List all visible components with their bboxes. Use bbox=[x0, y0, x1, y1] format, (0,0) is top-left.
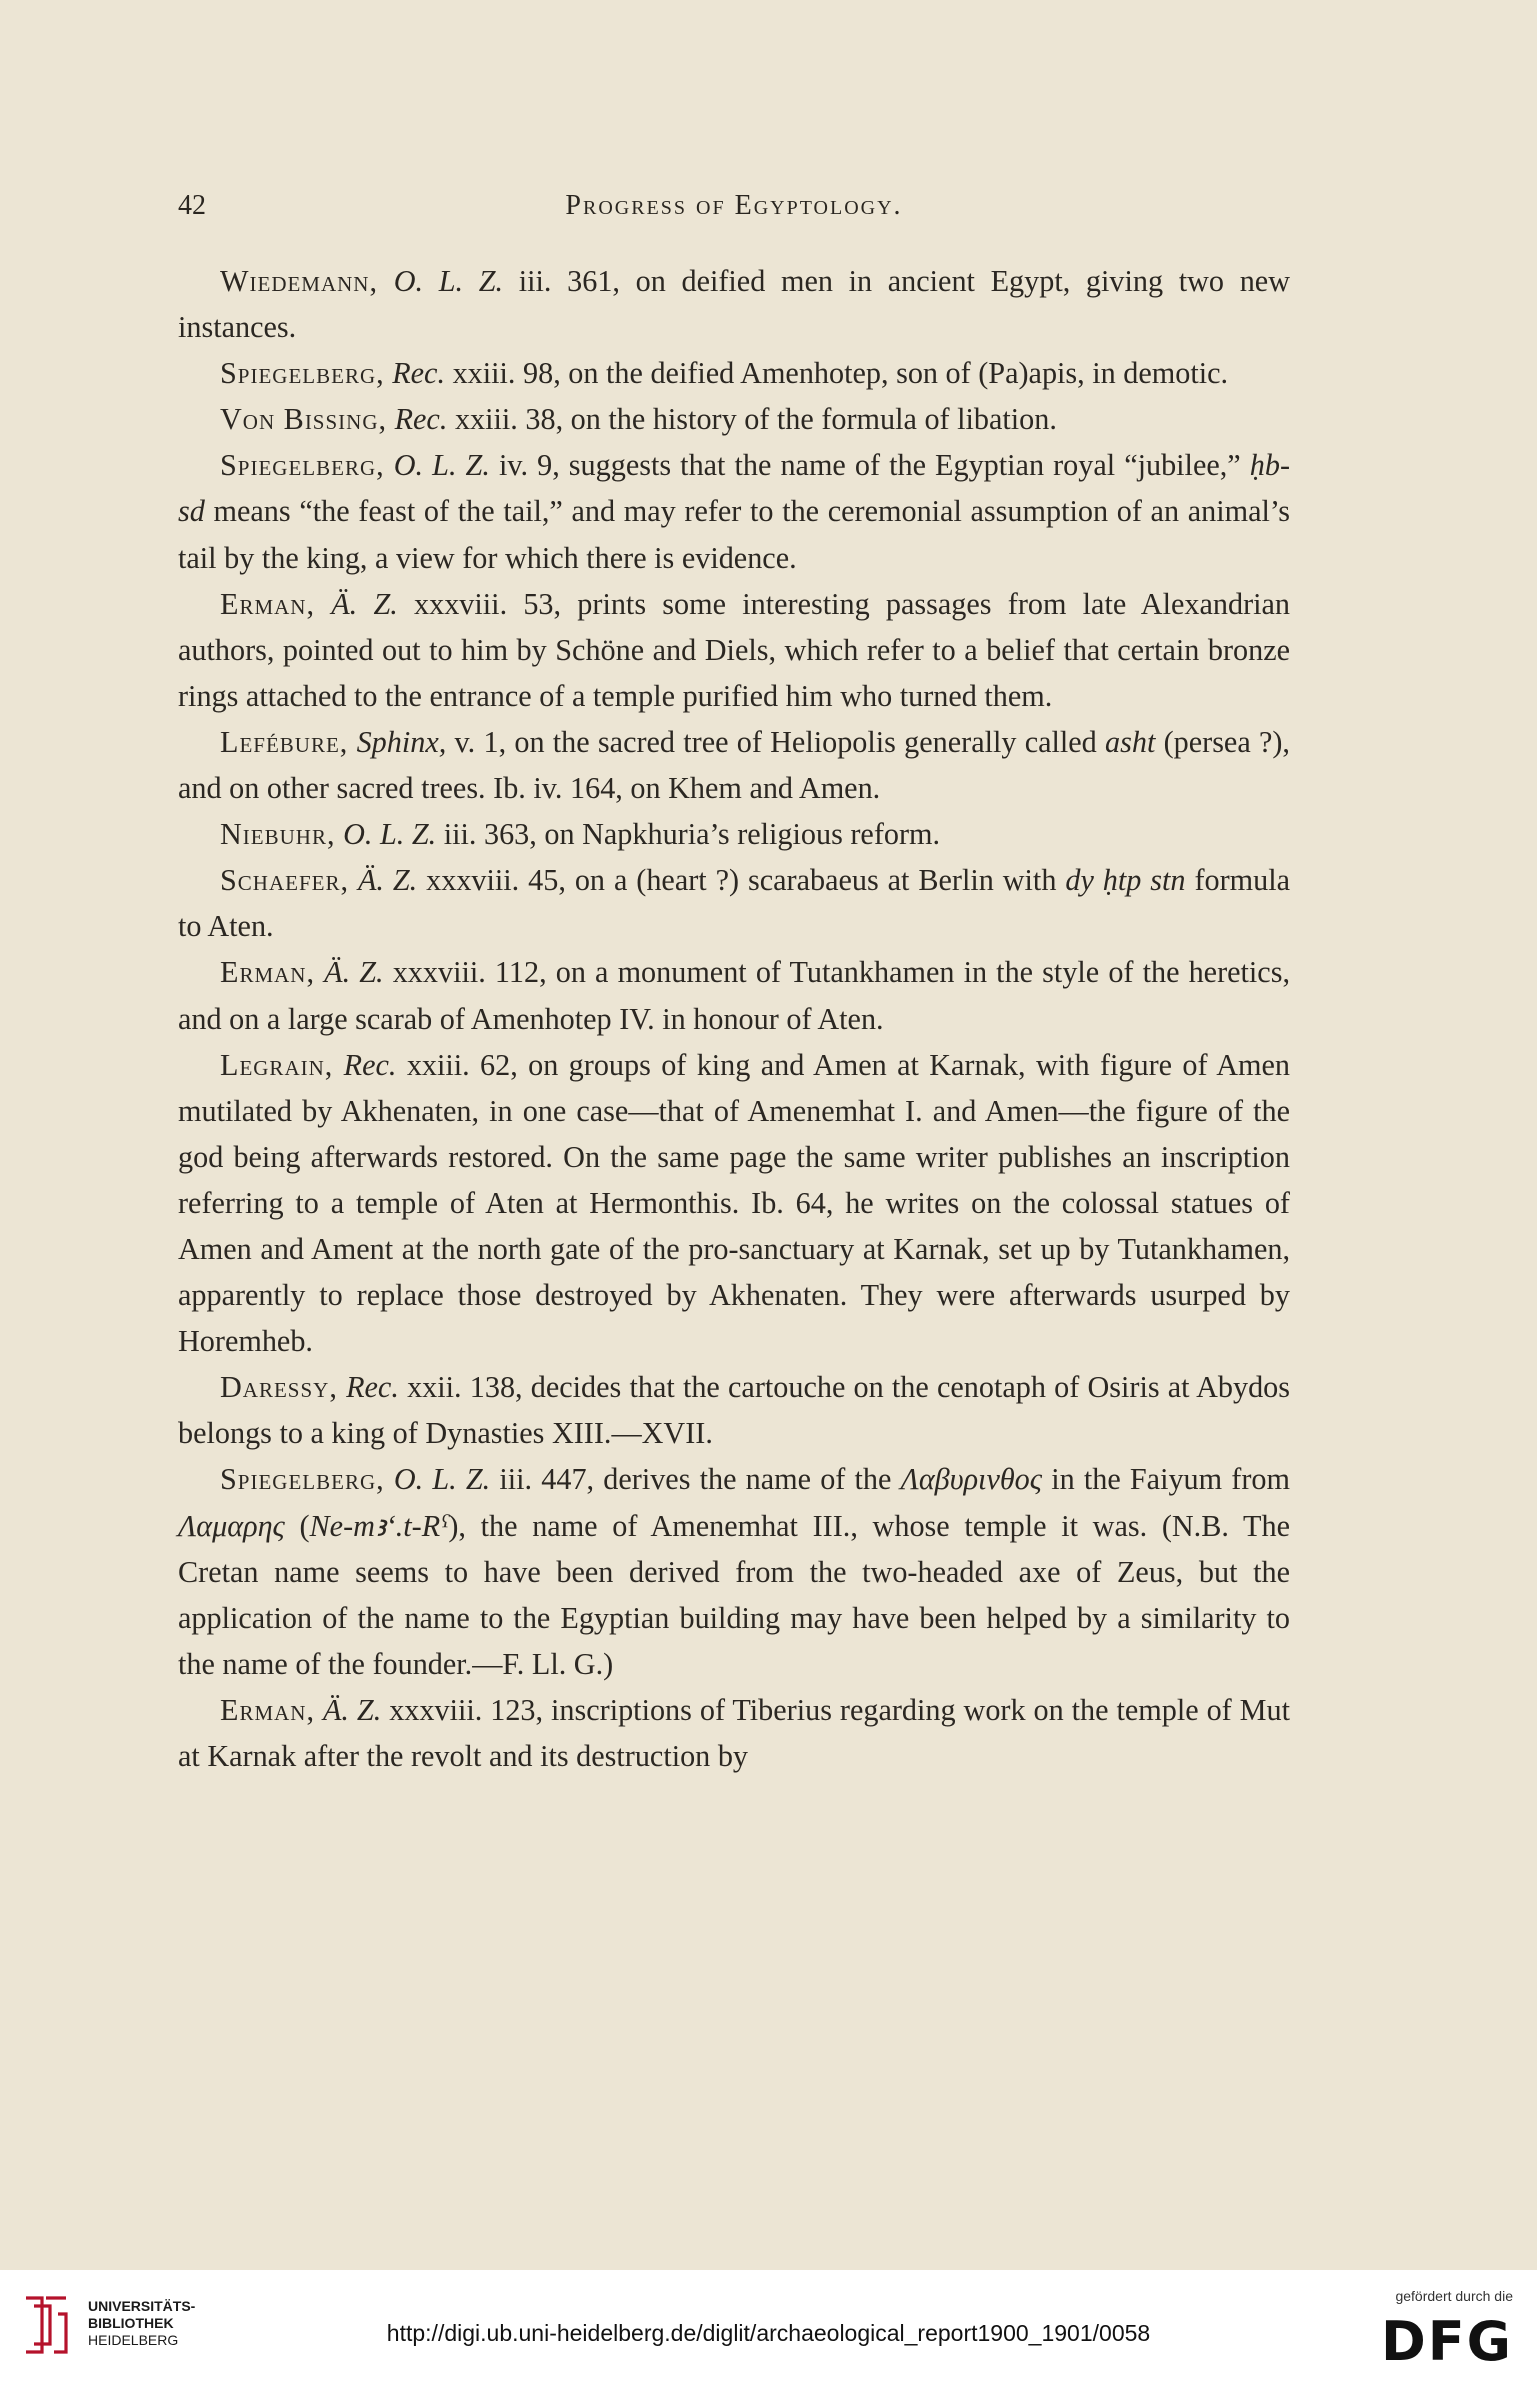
entry-text: v. 1, on the sacred tree of Heliopolis generally called bbox=[446, 724, 1106, 759]
entry-author: Niebuhr, bbox=[220, 817, 336, 852]
entry-text: (persea ?), and on other sacred trees. Ib. iv. 164, on Khem and Amen. bbox=[178, 724, 1290, 806]
bibliography-entry bbox=[178, 442, 1290, 580]
bibliography-entry bbox=[178, 857, 1290, 949]
entry-author: Spiegelberg, bbox=[220, 448, 385, 483]
entry-text: xxxviii. 123, inscriptions of Tiberius regarding work on the temple of Mut at Karnak after the revolt and its destruction by bbox=[178, 1692, 1291, 1773]
entry-citation: O. L. Z. bbox=[393, 264, 504, 298]
entry-author: Schaefer, bbox=[220, 863, 350, 898]
entry-citation: ḥb-sd bbox=[178, 448, 1290, 529]
sponsor-caption: gefördert durch die bbox=[1395, 2288, 1513, 2304]
entry-author: Lefébure, bbox=[220, 724, 349, 759]
entry-text bbox=[385, 1462, 394, 1496]
entry-citation: Ä. Z. bbox=[331, 586, 398, 621]
entry-text: iii. 447, derives the name of the bbox=[490, 1462, 901, 1497]
entry-text: means “the feast of the tail,” and may refer to the ceremonial assumption of an animal’s tail by the king, a view for which there is evidence. bbox=[178, 494, 1290, 575]
bibliography-entry bbox=[178, 396, 1290, 442]
bibliography-entry bbox=[178, 1364, 1290, 1456]
library-name-line: HEIDELBERG bbox=[88, 2332, 179, 2348]
library-name-line: UNIVERSITÄTS- bbox=[88, 2298, 196, 2314]
entry-citation: Sphinx, bbox=[356, 724, 447, 759]
permalink-url[interactable]: http://digi.ub.uni-heidelberg.de/diglit/archaeological_report1900_1901/0058 bbox=[386, 2320, 1151, 2346]
entry-author: Erman, bbox=[220, 1692, 315, 1727]
entry-citation: Rec. bbox=[343, 1047, 397, 1082]
library-name-line: BIBLIOTHEK bbox=[88, 2315, 174, 2331]
footer-bar bbox=[0, 2270, 1537, 2385]
entry-author: Erman, bbox=[220, 955, 315, 990]
entry-text: iii. 361, on deified men in ancient Egypt, giving two new instances. bbox=[178, 264, 1290, 345]
entry-text: ( bbox=[284, 1508, 310, 1543]
entry-text bbox=[378, 264, 394, 298]
entry-citation: Λαμαρης bbox=[178, 1508, 285, 1543]
entry-text: xxiii. 38, on the history of the formula of libation. bbox=[447, 402, 1057, 437]
entry-text: xxxviii. 53, prints some interesting passages from late Alexandrian authors, pointed out to him by Schöne and Diels, which refer to a belief that certain bronze rings attached to the entrance of a temple purified him who turned them. bbox=[178, 586, 1291, 713]
entry-citation: asht bbox=[1105, 724, 1156, 759]
entry-text: xxiii. 98, on the deified Amenhotep, son of (Pa)apis, in demotic. bbox=[445, 356, 1229, 391]
page-number: 42 bbox=[178, 190, 206, 221]
entry-text bbox=[385, 448, 394, 482]
entry-text bbox=[315, 587, 331, 621]
entry-author: Legrain, bbox=[220, 1047, 334, 1082]
entry-text bbox=[387, 402, 395, 436]
entry-author: Spiegelberg, bbox=[220, 356, 385, 391]
entry-citation: Rec. bbox=[394, 402, 448, 437]
entry-citation: Rec. bbox=[346, 1370, 399, 1405]
running-title: Progress of Egyptology. bbox=[565, 190, 903, 221]
bibliography-entry bbox=[178, 949, 1290, 1041]
page-header bbox=[178, 190, 1290, 234]
entry-author: Erman, bbox=[220, 586, 315, 621]
entry-citation: Ne-mꜣ‘.t-Rˁ bbox=[309, 1508, 449, 1543]
entry-citation: Rec. bbox=[392, 356, 446, 391]
bibliography-entry bbox=[178, 258, 1290, 350]
entry-text bbox=[333, 1048, 343, 1082]
entry-author: Wiedemann, bbox=[220, 264, 379, 298]
entry-citation: O. L. Z. bbox=[393, 1462, 491, 1497]
entry-citation: O. L. Z. bbox=[343, 817, 437, 852]
entry-citation: Ä. Z. bbox=[324, 955, 384, 990]
entry-author: Spiegelberg, bbox=[220, 1462, 385, 1497]
entry-citation: Ä. Z. bbox=[357, 863, 418, 898]
entry-text: formula to Aten. bbox=[178, 863, 1291, 944]
bibliography-entry bbox=[178, 719, 1290, 811]
entry-text: in the Faiyum from bbox=[1042, 1462, 1290, 1497]
entry-text: ), the name of Amenemhat III., whose temple it was. (N.B. The Cretan name seems to have been derived from the two-headed axe of Zeus, but the application of the name to the Egyptian building may have been helped by a similarity to the name of the founder.—F. Ll. G.) bbox=[178, 1508, 1290, 1681]
entry-text bbox=[349, 863, 358, 897]
entry-text: xxiii. 62, on groups of king and Amen at Karnak, with figure of Amen mutilated by Akhenaten, in one case—that of Amenemhat I. and Amen—the figure of the god being afterwards restored. On the same page the same writer publishes an inscription referring to a temple of Aten at Hermonthis. Ib. 64, he writes on the colossal statues of Amen and Ament at the north gate of the pro-sanctuary at Karnak, set up by Tutankhamen, apparently to replace those destroyed by Akhenaten. They were afterwards usurped by Horemheb. bbox=[178, 1047, 1290, 1359]
entry-author: Von Bissing, bbox=[220, 402, 388, 437]
bibliography-entry bbox=[178, 1042, 1290, 1365]
entry-citation: dy ḥtp stn bbox=[1065, 863, 1186, 898]
entry-citation: Ä. Z. bbox=[322, 1692, 382, 1727]
entry-text: iv. 9, suggests that the name of the Egyptian royal “jubilee,” bbox=[489, 448, 1250, 483]
entry-text bbox=[315, 955, 324, 989]
entry-text bbox=[336, 817, 344, 851]
dfg-logo: DFG bbox=[1380, 2310, 1513, 2373]
bibliography-entry bbox=[178, 1687, 1290, 1779]
entry-text bbox=[338, 1370, 346, 1404]
entry-text: iii. 363, on Napkhuria’s religious reform. bbox=[436, 817, 941, 852]
bibliography-entry bbox=[178, 581, 1290, 719]
bibliography-entry bbox=[178, 811, 1290, 857]
entry-text: xxxviii. 45, on a (heart ?) scarabaeus at Berlin with bbox=[417, 863, 1066, 898]
entry-text bbox=[348, 725, 356, 759]
entry-citation: O. L. Z. bbox=[393, 448, 490, 483]
entry-text: xxxviii. 112, on a monument of Tutankhamen in the style of the heretics, and on a large scarab of Amenhotep IV. in honour of Aten. bbox=[178, 955, 1290, 1036]
bibliography-entry bbox=[178, 1456, 1290, 1686]
bibliography-entry bbox=[178, 350, 1290, 396]
body-text bbox=[178, 258, 1290, 1779]
entry-text: xxii. 138, decides that the cartouche on the cenotaph of Osiris at Abydos belongs to a king of Dynasties XIII.—XVII. bbox=[178, 1370, 1291, 1451]
entry-citation: Λαβυρινθος bbox=[900, 1462, 1043, 1497]
entry-author: Daressy, bbox=[220, 1370, 338, 1405]
entry-text bbox=[315, 1693, 323, 1727]
